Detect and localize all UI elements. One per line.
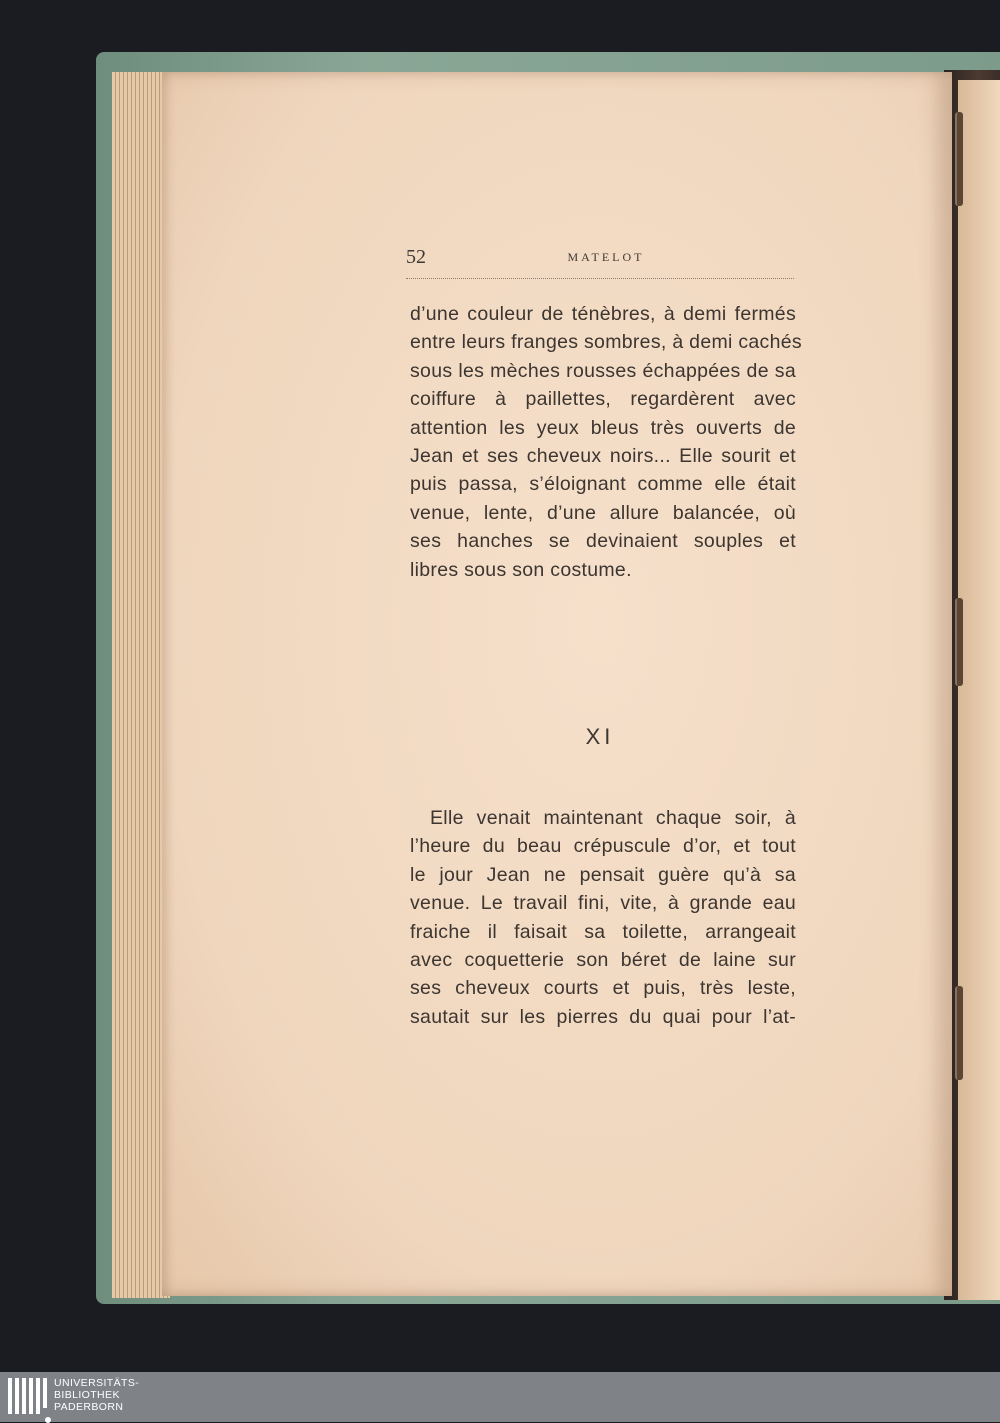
library-footer (0, 1372, 1000, 1422)
page-number: 52 (406, 246, 426, 268)
text-line: attention les yeux bleus très ouverts de (410, 416, 796, 439)
text-line: entre leurs franges sombres, à demi cachés (410, 331, 802, 354)
text-line: venue. Le travail fini, vite, à grande eau (410, 892, 796, 915)
text-line: puis passa, s’éloignant comme elle était (410, 473, 796, 496)
logo-line: UNIVERSITÄTS- (54, 1377, 140, 1389)
library-bars-icon (8, 1378, 46, 1418)
text-line: Jean et ses cheveux noirs... Elle sourit et (410, 445, 796, 468)
text-line: d’une couleur de ténèbres, à demi fermés (410, 303, 796, 325)
text-line: le jour Jean ne pensait guère qu’à sa (410, 863, 796, 886)
chapter-paragraph (410, 804, 796, 1031)
text-line: ses cheveux courts et puis, très leste, (410, 977, 796, 1000)
library-logo-text (54, 1377, 139, 1413)
text-line: sous les mèches rousses échappées de sa (410, 359, 796, 382)
running-title: MATELOT (567, 250, 645, 264)
binding-clip-icon (955, 598, 963, 686)
logo-line: PADERBORN (54, 1401, 124, 1413)
text-line: l’heure du beau crépuscule d’or, et tout (410, 835, 796, 858)
logo-line: BIBLIOTHEK (54, 1389, 120, 1401)
text-line: venue, lente, d’une allure balancée, où (410, 501, 796, 524)
text-line: ses hanches se devinaient souples et (410, 530, 796, 553)
paragraph-continued (410, 300, 802, 584)
text-line: libres sous son costume. (410, 558, 632, 581)
facing-page-edge (958, 80, 1000, 1300)
binding-clip-icon (955, 986, 963, 1080)
text-line: Elle venait maintenant chaque soir, à (430, 807, 796, 829)
chapter-heading: XI (585, 724, 615, 749)
text-line: fraiche il faisait sa toilette, arrangeait (410, 920, 796, 943)
text-line: avec coquetterie son béret de laine sur (410, 949, 796, 972)
page-header (406, 246, 794, 279)
text-line: sautait sur les pierres du quai pour l’at- (410, 1005, 796, 1028)
binding-clip-icon (955, 112, 963, 206)
text-line: coiffure à paillettes, regardèrent avec (410, 388, 796, 411)
